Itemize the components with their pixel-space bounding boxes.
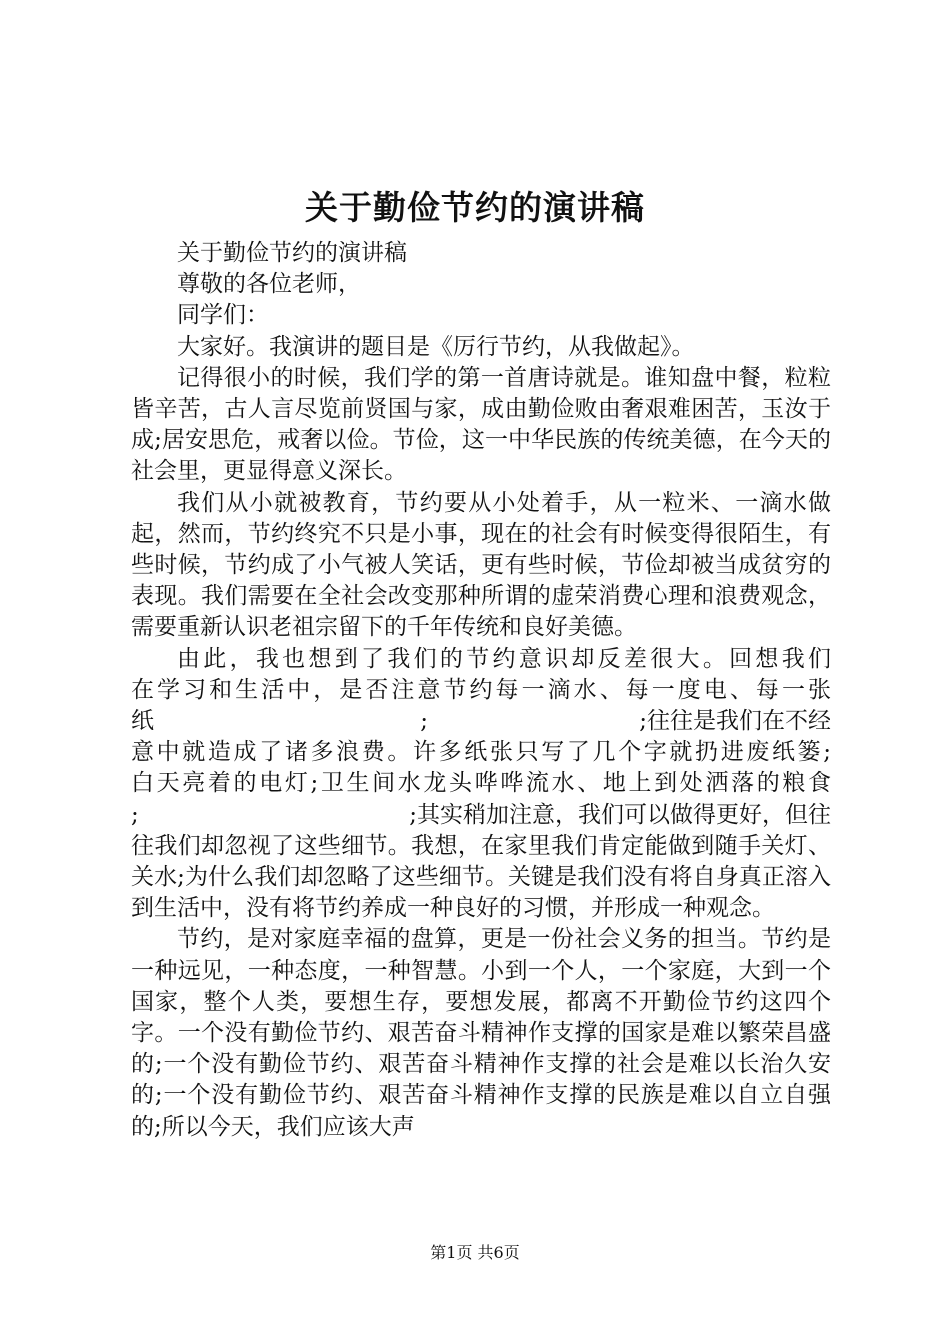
text-fragment: ; bbox=[420, 708, 428, 735]
text-fragment: ;其实稍加注意，我们可以做得更好，但往 bbox=[409, 801, 831, 828]
paragraph-7-rest: 往我们却忽视了这些细节。我想，在家里我们肯定能做到随手关灯、关水;为什么我们却忽略了这些细节。关键是我们没有将自身真正溶入到生活中，没有将节约养成一种良好的习惯，并形成一种观念。 bbox=[131, 832, 831, 922]
paragraph-heading: 关于勤俭节约的演讲稿 bbox=[177, 240, 407, 266]
paragraph-7 bbox=[131, 644, 831, 925]
paragraph-7-line-4: 意中就造成了诸多浪费。许多纸张只写了几个字就扔进废纸篓; bbox=[131, 739, 831, 766]
paragraph-7-line-1: 由此，我也想到了我们的节约意识却反差很大。回想我们 bbox=[177, 645, 831, 672]
paragraph-greeting: 大家好。我演讲的题目是《厉行节约，从我做起》。 bbox=[177, 333, 695, 360]
paragraph-5: 记得很小的时候，我们学的第一首唐诗就是。谁知盘中餐，粒粒皆辛苦，古人言尽览前贤国与家，成由勤俭败由奢艰难困苦，玉汝于成;居安思危，戒奢以俭。节俭，这一中华民族的传统美德，在今天的社会里，更显得意义深长。 bbox=[131, 364, 831, 485]
paragraph-salutation: 尊敬的各位老师， bbox=[177, 271, 361, 298]
paragraph-7-line-5: 白天亮着的电灯;卫生间水龙头哗哗流水、地上到处洒落的粮食 bbox=[131, 770, 831, 797]
paragraph-salutation-2: 同学们： bbox=[177, 302, 269, 329]
text-fragment: ;往往是我们在不经 bbox=[639, 708, 831, 735]
text-fragment: 纸 bbox=[131, 708, 154, 735]
paragraph-7-line-6 bbox=[131, 800, 831, 831]
page-number: 第1页 共6页 bbox=[430, 1243, 520, 1262]
paragraph-7-line-3 bbox=[131, 706, 831, 737]
paragraph-6: 我们从小就被教育，节约要从小处着手，从一粒米、一滴水做起，然而，节约终究不只是小事，现在的社会有时候变得很陌生，有些时候，节约成了小气被人笑话，更有些时候，节俭却被当成贫穷的表现。我们需要在全社会改变那种所谓的虚荣消费心理和浪费观念，需要重新认识老祖宗留下的千年传统和良好美德。 bbox=[131, 489, 831, 641]
paragraph-8: 节约，是对家庭幸福的盘算，更是一份社会义务的担当。节约是一种远见，一种态度，一种智慧。小到一个人，一个家庭，大到一个国家，整个人类，要想生存，要想发展，都离不开勤俭节约这四个字。一个没有勤俭节约、艰苦奋斗精神作支撑的国家是难以繁荣昌盛的;一个没有勤俭节约、艰苦奋斗精神作支撑的社会是难以长治久安的;一个没有勤俭节约、艰苦奋斗精神作支撑的民族是难以自立自强的;所以今天，我们应该大声 bbox=[131, 926, 831, 1140]
document-body bbox=[131, 238, 831, 1143]
document-title: 关于勤俭节约的演讲稿 bbox=[305, 188, 645, 227]
text-fragment: ; bbox=[131, 801, 139, 828]
paragraph-7-line-2: 在学习和生活中，是否注意节约每一滴水、每一度电、每一张 bbox=[131, 676, 831, 703]
